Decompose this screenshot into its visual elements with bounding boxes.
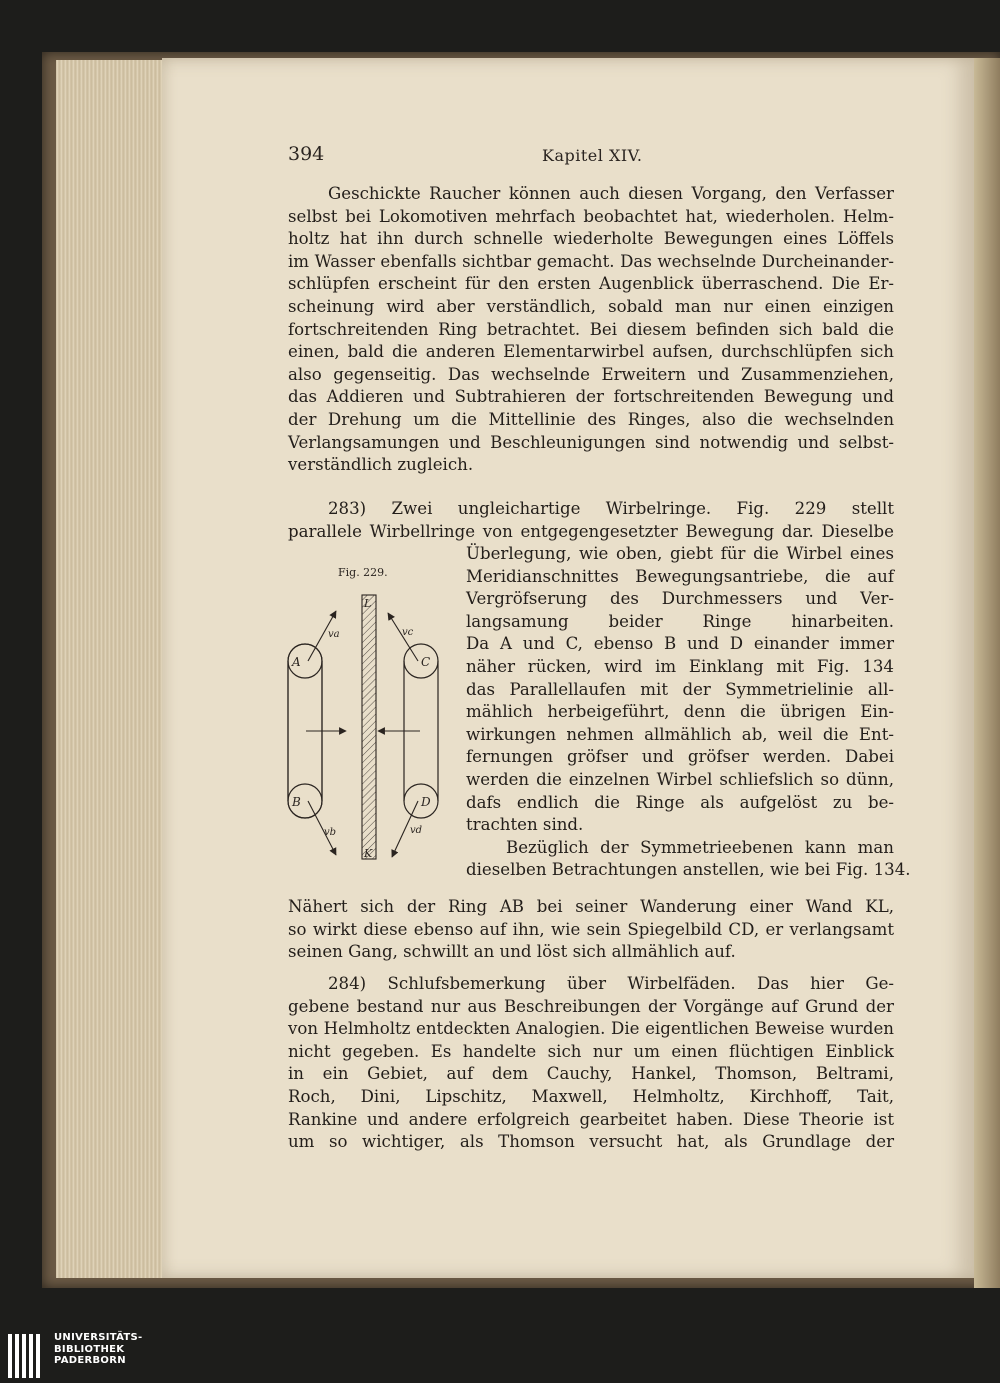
page-number: 394	[288, 143, 325, 165]
figure-229	[284, 565, 454, 865]
text-line: parallele Wirbellringe von entgegengesetzter Bewegung dar. Dieselbe	[288, 521, 894, 541]
text-line: trachten sind.	[466, 815, 584, 835]
page-edges	[56, 60, 163, 1278]
label-c: C	[421, 655, 431, 669]
text-line: verständlich zugleich.	[288, 455, 474, 475]
label-vd: vd	[410, 825, 423, 836]
text-line: scheinung wird aber verständlich, sobald man nur einen einzigen	[288, 296, 894, 316]
text-line: Rankine und andere erfolgreich gearbeitet haben. Diese Theorie ist	[288, 1109, 894, 1129]
text-line: das Parallellaufen mit der Symmetrielinie all-	[466, 679, 894, 699]
label-l: L	[364, 597, 372, 610]
text-line: 284) Schlufsbemerkung über Wirbelfäden. Das hier Ge-	[328, 974, 894, 993]
text-line: um so wichtiger, als Thomson versucht hat, als Grundlage der	[288, 1132, 894, 1152]
text-line: so wirkt diese ebenso auf ihn, wie sein Spiegelbild CD, er verlangsamt	[288, 919, 894, 939]
text-line: Überlegung, wie oben, giebt für die Wirbel eines	[466, 544, 894, 563]
text-line: Bezüglich der Symmetrieebenen kann man	[506, 837, 894, 857]
label-vc: vc	[402, 627, 414, 638]
text-line: werden die einzelnen Wirbel schliefslich so dünn,	[466, 769, 894, 789]
label-a: A	[292, 655, 301, 669]
text-line: von Helmholtz entdeckten Analogien. Die eigentlichen Beweise wurden	[288, 1019, 894, 1039]
text-line: selbst bei Lokomotiven mehrfach beobachtet hat, wiederholen. Helm-	[288, 206, 894, 226]
library-logo-icon	[8, 1334, 46, 1378]
text-line: gebene bestand nur aus Beschreibungen der Vorgänge auf Grund der	[288, 996, 894, 1016]
text-line: nicht gegeben. Es handelte sich nur um einen flüchtigen Einblick	[288, 1041, 894, 1061]
wall-kl	[362, 595, 376, 859]
text-line: das Addieren und Subtrahieren der fortschreitenden Bewegung und	[288, 387, 894, 407]
label-k: K	[364, 847, 373, 860]
label-vb: vb	[324, 827, 337, 838]
text-line: seinen Gang, schwillt an und löst sich allmählich auf.	[288, 942, 736, 962]
library-logo-text	[54, 1332, 143, 1367]
text-line: fernungen gröfser und gröfser werden. Dabei	[466, 747, 894, 767]
paragraph-2-heading	[288, 498, 894, 543]
label-b: B	[292, 795, 301, 809]
text-line: wirkungen nehmen allmählich ab, weil die Ent-	[466, 724, 894, 744]
text-line: also gegenseitig. Das wechselnde Erweitern und Zusammenziehen,	[288, 364, 894, 384]
text-line: in ein Gebiet, auf dem Cauchy, Hankel, Thomson, Beltrami,	[288, 1064, 894, 1084]
text-line: näher rücken, wird im Einklang mit Fig. 134	[466, 656, 894, 676]
label-va: va	[328, 629, 340, 640]
figure-caption: Fig. 229.	[338, 566, 388, 579]
text-line: Geschickte Raucher können auch diesen Vorgang, den Verfasser	[328, 184, 894, 203]
paragraph-2-tail	[288, 896, 894, 964]
logo-line: BIBLIOTHEK	[54, 1343, 125, 1355]
text-line: Nähert sich der Ring AB bei seiner Wanderung einer Wand KL,	[288, 897, 894, 916]
text-line: Meridianschnittes Bewegungsantriebe, die auf	[466, 566, 894, 586]
text-line: Vergröfserung des Durchmessers und Ver-	[466, 589, 894, 609]
text-line: dafs endlich die Ringe als aufgelöst zu be-	[466, 792, 894, 812]
text-line: im Wasser ebenfalls sichtbar gemacht. Das wechselnde Durcheinander-	[288, 251, 894, 271]
text-line: 283) Zwei ungleichartige Wirbelringe. Fig. 229 stellt	[328, 499, 894, 518]
label-d: D	[421, 795, 431, 809]
facing-page-edge	[974, 58, 1000, 1288]
text-line: Verlangsamungen und Beschleunigungen sind notwendig und selbst-	[288, 432, 894, 452]
text-line: holtz hat ihn durch schnelle wiederholte Bewegungen eines Löffels	[288, 229, 894, 249]
text-line: der Drehung um die Mittellinie des Ringes, also die wechselnden	[288, 409, 894, 429]
paragraph-1	[288, 183, 894, 477]
logo-line: UNIVERSITÄTS-	[54, 1332, 143, 1343]
text-line: schlüpfen erscheint für den ersten Augenblick überraschend. Die Er-	[288, 274, 894, 294]
running-head: Kapitel XIV.	[542, 146, 643, 165]
paragraph-3	[288, 973, 894, 1154]
text-line: langsamung beider Ringe hinarbeiten.	[466, 611, 894, 631]
paragraph-2-wrapped	[466, 543, 911, 882]
text-line: einen, bald die anderen Elementarwirbel aufsen, durchschlüpfen sich	[288, 342, 894, 362]
logo-line: PADERBORN	[54, 1355, 126, 1366]
text-line: Da A und C, ebenso B und D einander immer	[466, 634, 894, 654]
library-logo	[8, 1332, 168, 1380]
text-line: mählich herbeigeführt, denn die übrigen Ein-	[466, 702, 894, 722]
text-line: dieselben Betrachtungen anstellen, wie bei Fig. 134.	[466, 860, 911, 880]
text-line: Roch, Dini, Lipschitz, Maxwell, Helmholtz, Kirchhoff, Tait,	[288, 1086, 894, 1106]
text-line: fortschreitenden Ring betrachtet. Bei diesem befinden sich bald die	[288, 319, 894, 339]
